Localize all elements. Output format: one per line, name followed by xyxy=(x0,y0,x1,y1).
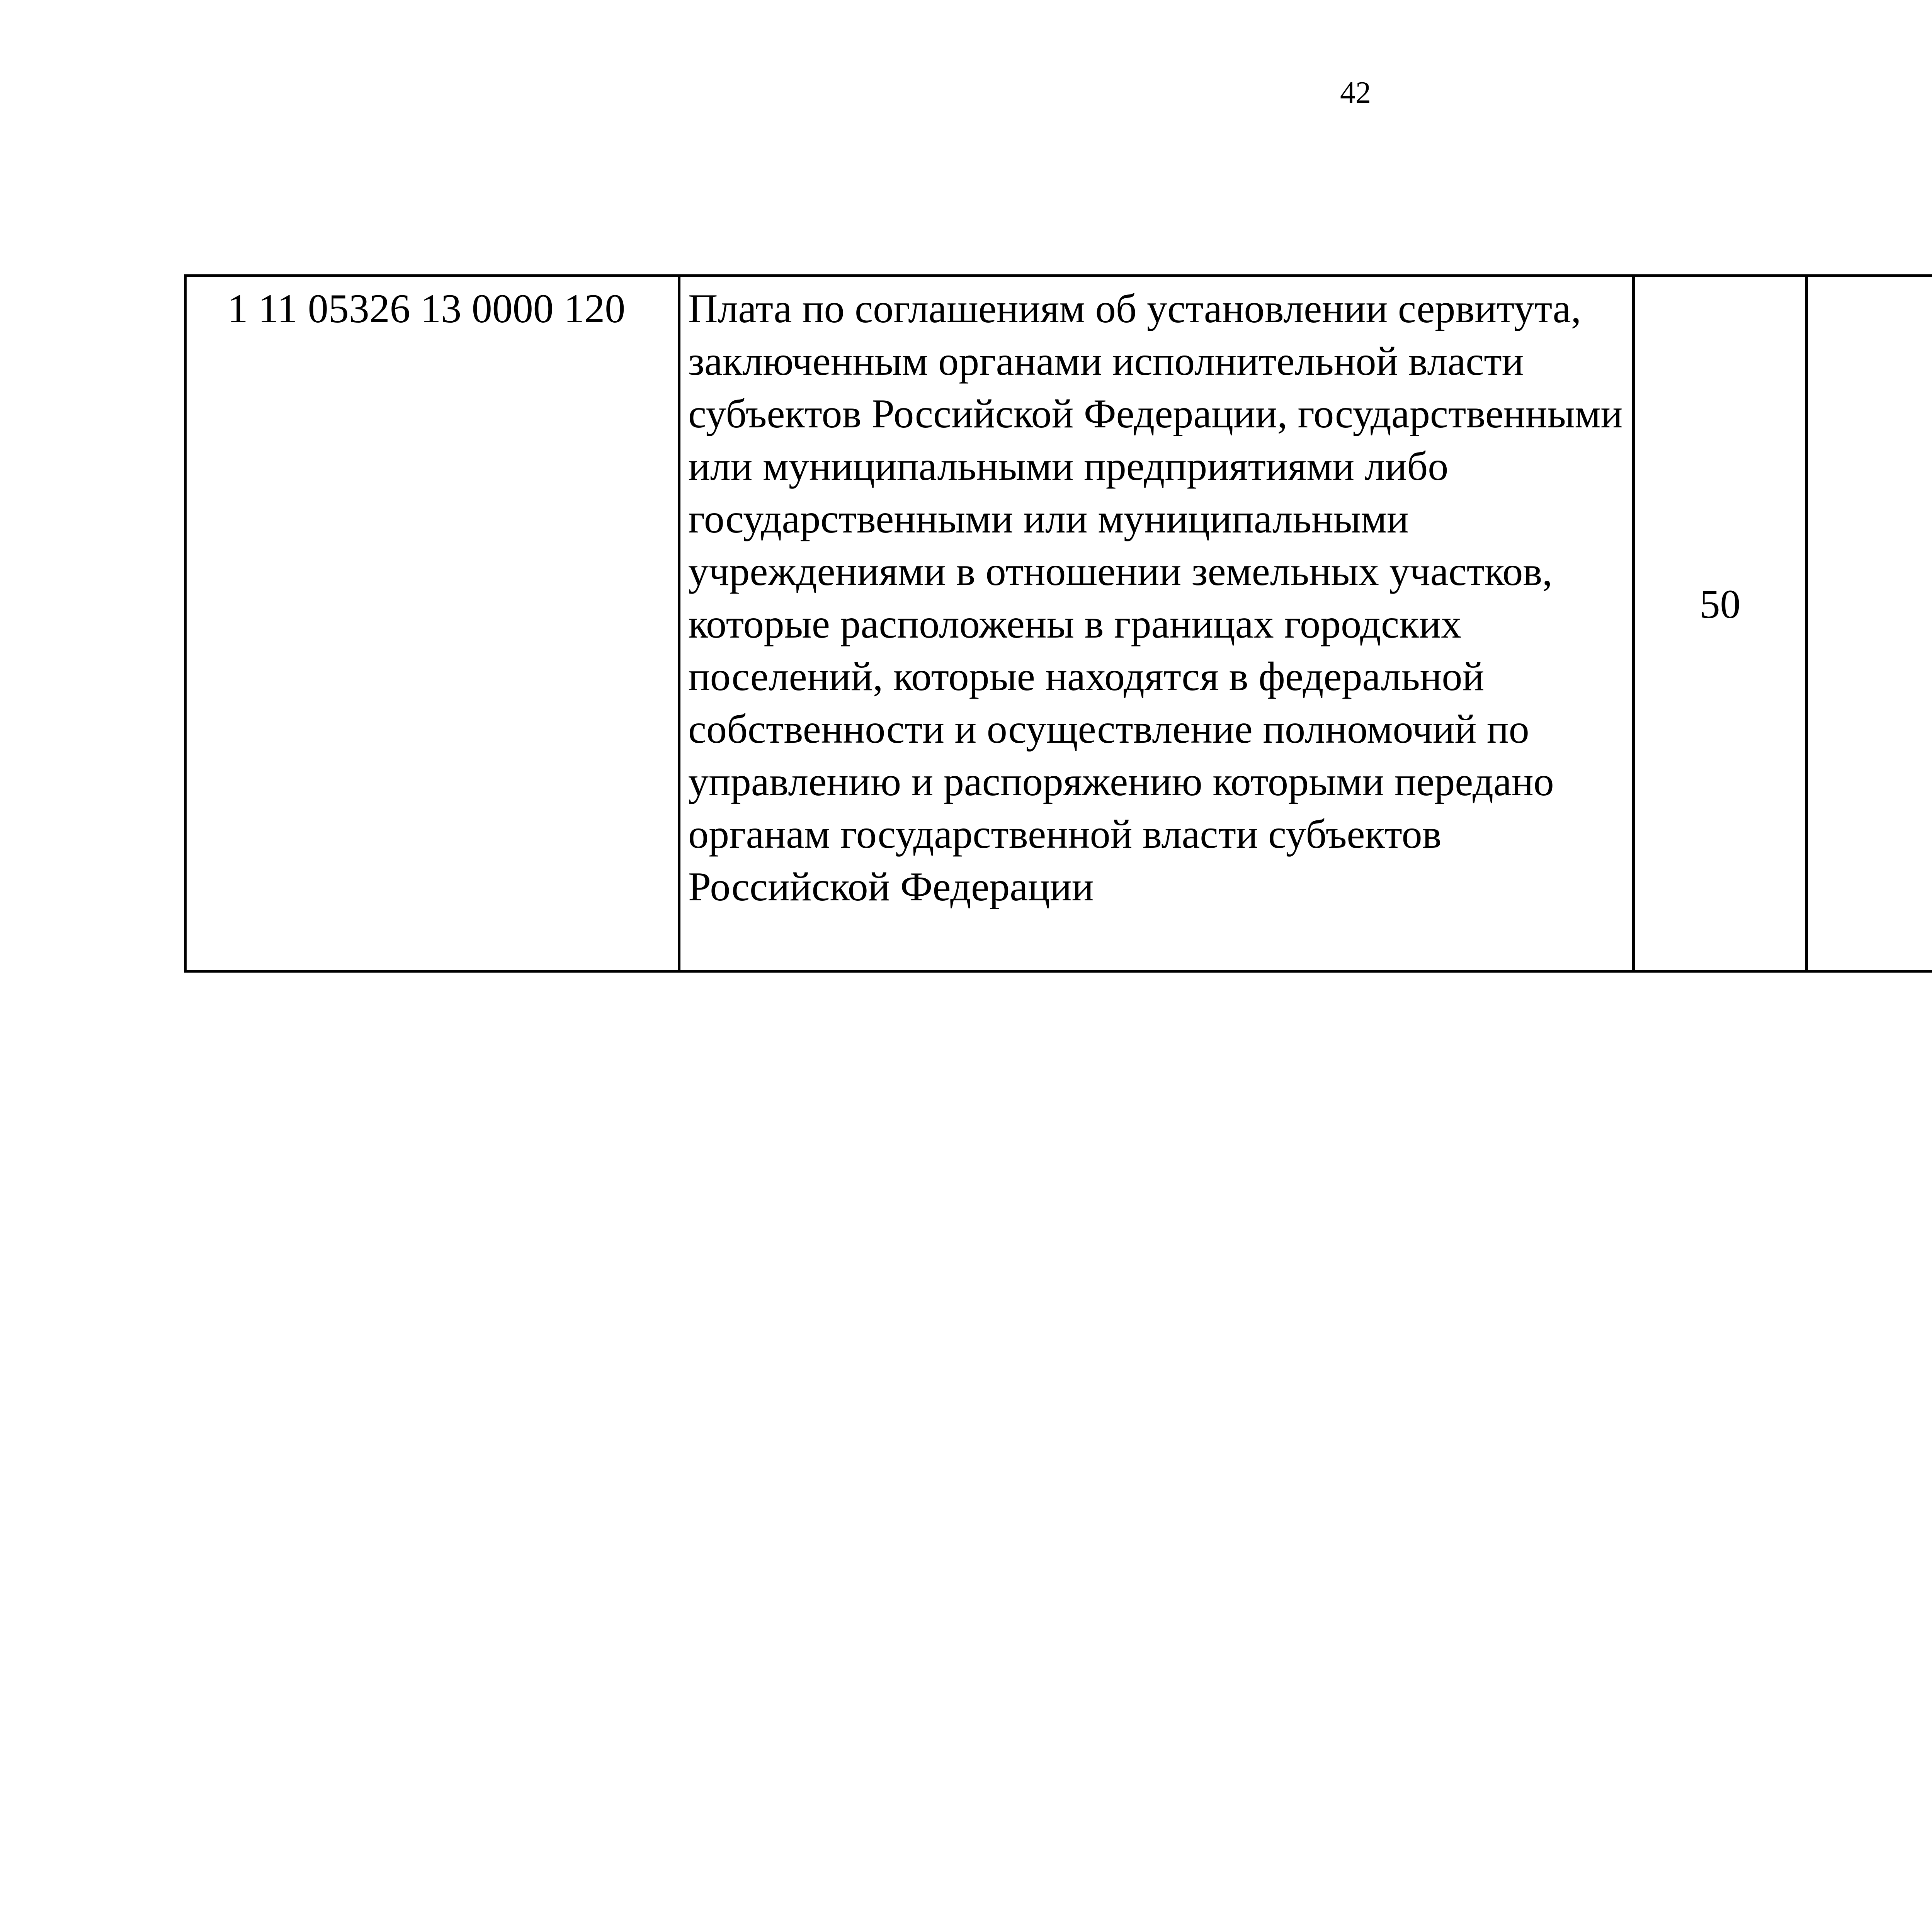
value-cell-2 xyxy=(1807,276,1932,971)
classification-code-cell xyxy=(185,276,679,971)
page-number: 42 xyxy=(1340,76,1371,110)
revenue-table xyxy=(184,274,1932,973)
value-1: 50 xyxy=(1699,581,1741,627)
revenue-name: Плата по соглашениям об установлении сервитута, заключенным органами исполнительной власти субъектов Российской Федерации, государственными или муниципальными предприятиями либо государственными или муниципальными учреждениями в отношении земельных участков, которые расположены в границах городских поселений, которые находятся в федеральной собственности и осуществление полномочий по управлению и распоряжению которыми передано органам государственной власти субъектов Российской Федерации xyxy=(688,286,1623,909)
revenue-name-cell xyxy=(679,276,1634,971)
table-row xyxy=(185,276,1932,971)
value-2 xyxy=(1808,604,1932,643)
value-cell-1 xyxy=(1634,276,1807,971)
classification-code: 1 11 05326 13 0000 120 xyxy=(227,286,626,331)
